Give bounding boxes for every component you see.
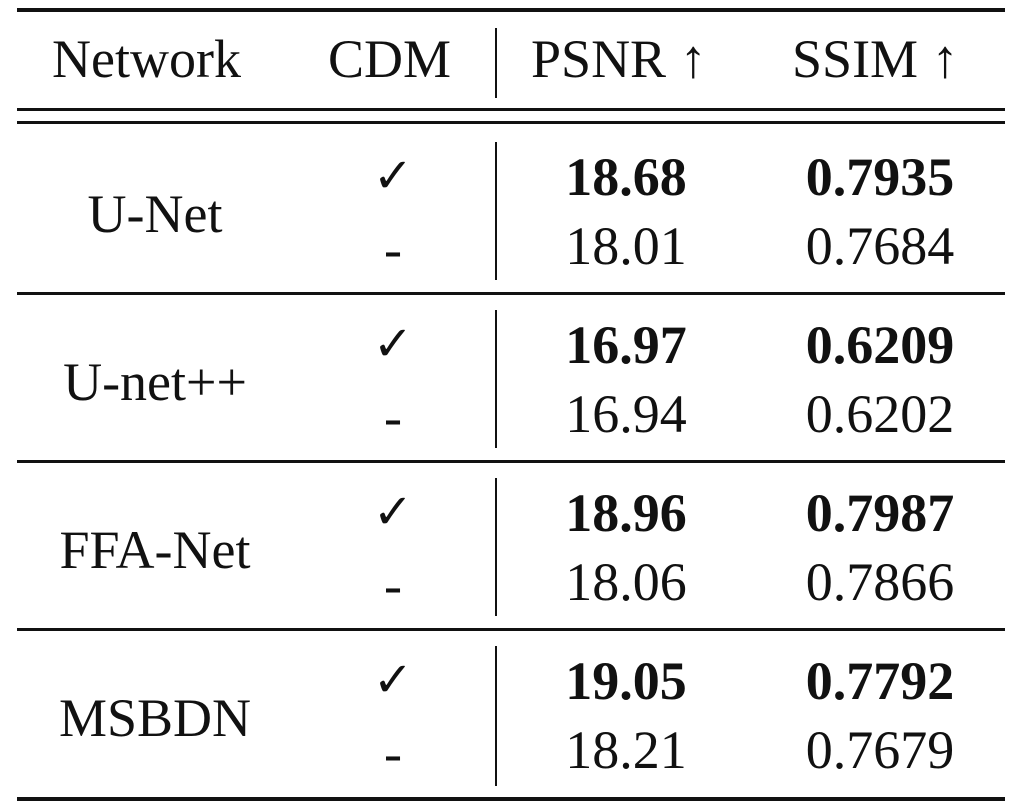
ssim-value: 0.6209 [805, 315, 955, 375]
ssim-value: 0.6202 [805, 384, 955, 444]
header-rule-1 [17, 108, 1005, 111]
cdm-dash: - [384, 387, 402, 447]
bottom-rule [17, 797, 1005, 801]
network-name: U-Net [87, 184, 223, 244]
network-name: FFA-Net [59, 520, 251, 580]
top-rule [17, 8, 1005, 12]
cdm-check: ✓ [372, 150, 414, 203]
ssim-value: 0.7987 [805, 483, 955, 543]
group-rule [17, 292, 1005, 295]
group-rule [17, 460, 1005, 463]
column-divider [495, 142, 497, 280]
network-name: U-net++ [63, 352, 247, 412]
cdm-check: ✓ [372, 486, 414, 539]
psnr-value: 18.68 [565, 147, 687, 207]
psnr-value: 16.97 [565, 315, 687, 375]
psnr-value: 16.94 [565, 384, 687, 444]
column-divider [495, 646, 497, 786]
psnr-value: 18.06 [565, 552, 687, 612]
cdm-dash: - [384, 219, 402, 279]
ssim-value: 0.7684 [805, 216, 955, 276]
psnr-value: 18.96 [565, 483, 687, 543]
cdm-check: ✓ [372, 318, 414, 371]
cdm-dash: - [384, 555, 402, 615]
ssim-value: 0.7935 [805, 147, 955, 207]
network-name: MSBDN [58, 688, 252, 748]
column-divider [495, 310, 497, 448]
cdm-check: ✓ [372, 654, 414, 707]
header-ssim: SSIM ↑ [792, 29, 959, 89]
ssim-value: 0.7792 [805, 651, 955, 711]
header-psnr: PSNR ↑ [531, 29, 707, 89]
cdm-dash: - [384, 723, 402, 783]
header-divider [495, 28, 497, 98]
column-divider [495, 478, 497, 616]
ssim-value: 0.7866 [805, 552, 955, 612]
header-rule-2 [17, 121, 1005, 124]
header-cdm: CDM [328, 29, 452, 89]
psnr-value: 19.05 [565, 651, 687, 711]
psnr-value: 18.01 [565, 216, 687, 276]
ssim-value: 0.7679 [805, 720, 955, 780]
psnr-value: 18.21 [565, 720, 687, 780]
header-network: Network [52, 29, 241, 89]
group-rule [17, 628, 1005, 631]
